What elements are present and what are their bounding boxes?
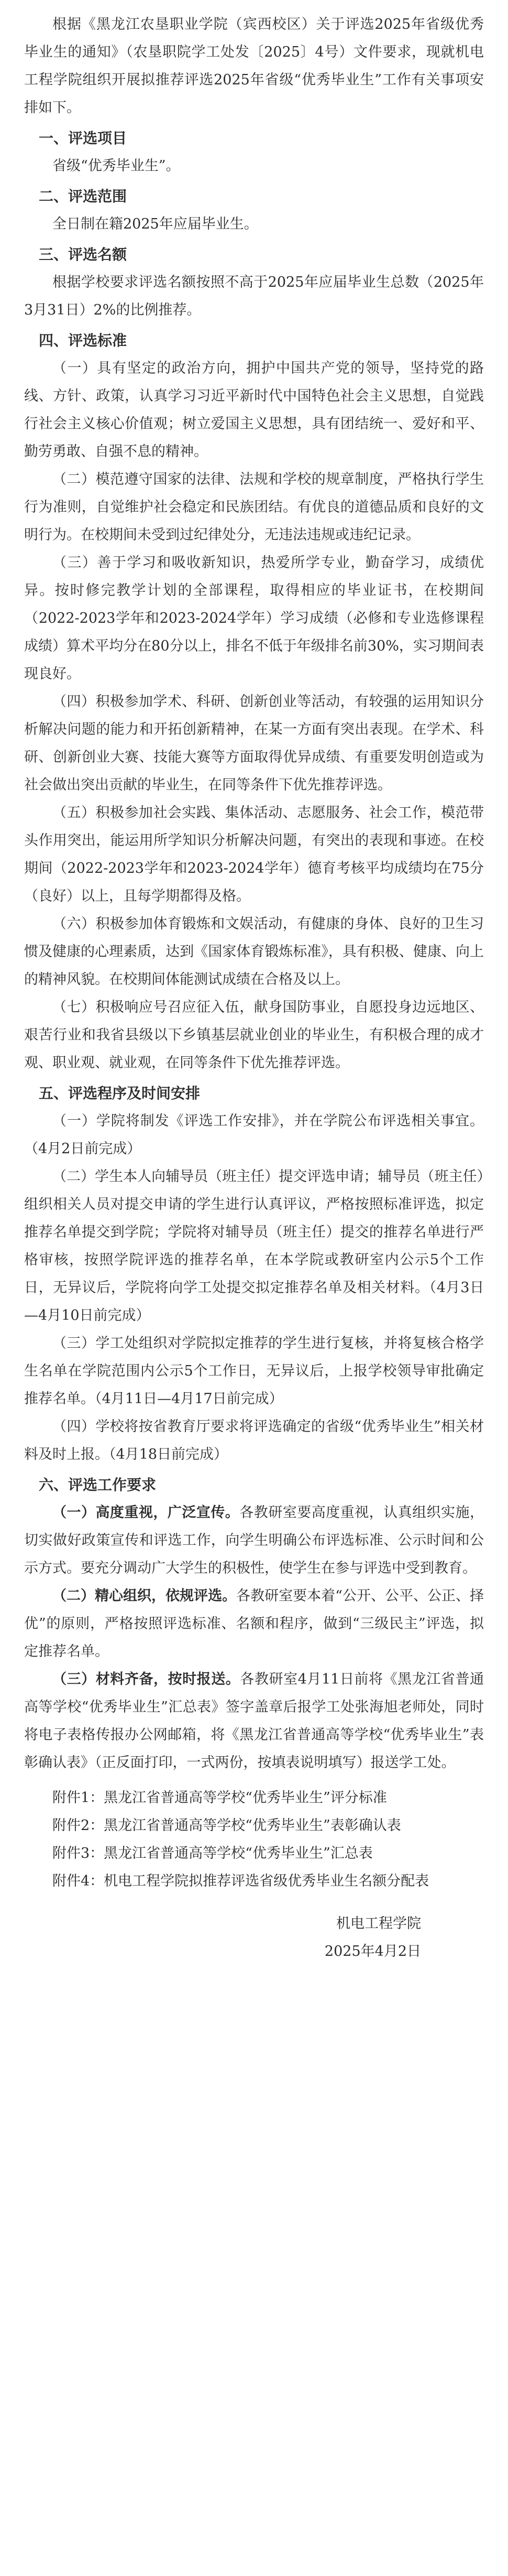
- section-4-heading: 四、评选标准: [39, 332, 127, 349]
- requirement-3-text: 各教研室4月11日前将《黑龙江省普通高等学校“优秀毕业生”汇总表》签字盖章后报学工处张海旭老师处，同时将电子表格传报办公网邮箱，将《黑龙江省普通高等学校“优秀毕业生”表彰确认表》（正反面打印，一式两份，按填表说明填写）报送学工处。: [24, 1671, 484, 1771]
- criterion-6: （六）积极参加体育锻炼和文娱活动，有健康的身体、良好的卫生习惯及健康的心理素质，达到《国家体育锻炼标准》，具有积极、健康、向上的精神风貌。在校期间体能测试成绩在合格及以上。: [24, 916, 484, 988]
- signature-block: [24, 1910, 484, 1965]
- requirement-2: [24, 1582, 484, 1665]
- section-2-body: 全日制在籍2025年应届毕业生。: [52, 216, 258, 232]
- procedure-step-4: （四）学校将按省教育厅要求将评选确定的省级“优秀毕业生”相关材料及时上报。（4月18日前完成）: [24, 1419, 484, 1463]
- attachment-list: [24, 1784, 484, 1895]
- requirement-2-text: 各教研室要本着“公开、公平、公正、择优”的原则，严格按照评选标准、名额和程序，做到“三级民主”评选，拟定推荐名单。: [24, 1588, 484, 1660]
- section-3-heading: 三、评选名额: [39, 246, 127, 263]
- procedure-step-1: （一）学院将制发《评选工作安排》，并在学院公布评选相关事宜。（4月2日前完成）: [24, 1113, 484, 1157]
- criterion-5: （五）积极参加社会实践、集体活动、志愿服务、社会工作，模范带头作用突出，能运用所学知识分析解决问题，有突出的表现和事迹。在校期间（2022-2023学年和2023-2024学年）德育考核平均成绩均在75分（良好）以上，且每学期都得及格。: [24, 805, 484, 904]
- section-5-heading: 五、评选程序及时间安排: [39, 1085, 201, 1102]
- intro-paragraph: 根据《黑龙江农垦职业学院（宾西校区）关于评选2025年省级优秀毕业生的通知》（农垦职院学工处发〔2025〕4号）文件要求，现就机电工程学院组织开展拟推荐评选2025年省级“优秀毕业生”工作有关事项安排如下。: [24, 16, 484, 116]
- criterion-2: （二）模范遵守国家的法律、法规和学校的规章制度，严格执行学生行为准则，自觉维护社会稳定和民族团结。有优良的道德品质和良好的文明行为。在校期间未受到过纪律处分，无违法违规或违纪记录。: [24, 471, 484, 543]
- attachment-item: 附件2：黑龙江省普通高等学校“优秀毕业生”表彰确认表: [52, 1817, 401, 1834]
- signature-date: 2025年4月2日: [324, 1943, 421, 1960]
- requirement-1-lead: （一）高度重视，广泛宣传。: [52, 1505, 240, 1521]
- requirement-1-text: 各教研室要高度重视，认真组织实施，切实做好政策宣传和评选工作，向学生明确公布评选标准、公示时间和公示方式。要充分调动广大学生的积极性，使学生在参与评选中受到教育。: [24, 1505, 484, 1576]
- section-1-heading: 一、评选项目: [39, 129, 127, 147]
- requirement-1: [24, 1499, 484, 1582]
- requirement-2-lead: （二）精心组织，依规评选。: [52, 1588, 237, 1604]
- signature-org: 机电工程学院: [336, 1915, 421, 1932]
- section-6-heading: 六、评选工作要求: [39, 1476, 157, 1493]
- attachment-item: 附件3：黑龙江省普通高等学校“优秀毕业生”汇总表: [52, 1845, 373, 1861]
- criterion-7: （七）积极响应号召应征入伍，献身国防事业，自愿投身边远地区、艰苦行业和我省县级以下乡镇基层就业创业的毕业生，有积极合理的成才观、职业观、就业观，在同等条件下优先推荐评选。: [24, 999, 484, 1071]
- attachment-item: 附件1：黑龙江省普通高等学校“优秀毕业生”评分标准: [52, 1790, 387, 1806]
- procedure-step-2: （二）学生本人向辅导员（班主任）提交评选申请；辅导员（班主任）组织相关人员对提交申请的学生进行认真评议，严格按照标准评选，拟定推荐名单提交到学院；学院将对辅导员（班主任）提交的推荐名单进行严格审核，按照学院评选的推荐名单，在本学院或教研室内公示5个工作日，无异议后，学院将向学工处提交拟定推荐名单及相关材料。（4月3日—4月10日前完成）: [24, 1168, 484, 1324]
- section-1-body: 省级“优秀毕业生”。: [52, 158, 180, 174]
- criterion-4: （四）积极参加学术、科研、创新创业等活动，有较强的运用知识分析解决问题的能力和开拓创新精神，在某一方面有突出表现。在学术、科研、创新创业大赛、技能大赛等方面取得优异成绩、有重要发明创造或为社会做出突出贡献的毕业生，在同等条件下优先推荐评选。: [24, 694, 484, 793]
- procedure-step-3: （三）学工处组织对学院拟定推荐的学生进行复核，并将复核合格学生名单在学院范围内公示5个工作日，无异议后，上报学校领导审批确定推荐名单。（4月11日—4月17日前完成）: [24, 1335, 484, 1407]
- attachment-item: 附件4：机电工程学院拟推荐评选省级优秀毕业生名额分配表: [52, 1873, 429, 1889]
- section-2-heading: 二、评选范围: [39, 188, 127, 205]
- section-3-body: 根据学校要求评选名额按照不高于2025年应届毕业生总数（2025年3月31日）2%的比例推荐。: [24, 274, 484, 318]
- requirement-3: [24, 1665, 484, 1777]
- criterion-3: （三）善于学习和吸收新知识，热爱所学专业，勤奋学习，成绩优异。按时修完教学计划的全部课程，取得相应的毕业证书，在校期间（2022-2023学年和2023-2024学年）学习成绩（必修和专业选修课程成绩）算术平均分在80分以上，排名不低于年级排名前30%，实习期间表现良好。: [24, 555, 484, 682]
- criterion-1: （一）具有坚定的政治方向，拥护中国共产党的领导，坚持党的路线、方针、政策，认真学习习近平新时代中国特色社会主义思想，自觉践行社会主义核心价值观；树立爱国主义思想，具有团结统一、爱好和平、勤劳勇敢、自强不息的精神。: [24, 360, 484, 460]
- requirement-3-lead: （三）材料齐备，按时报送。: [52, 1671, 240, 1687]
